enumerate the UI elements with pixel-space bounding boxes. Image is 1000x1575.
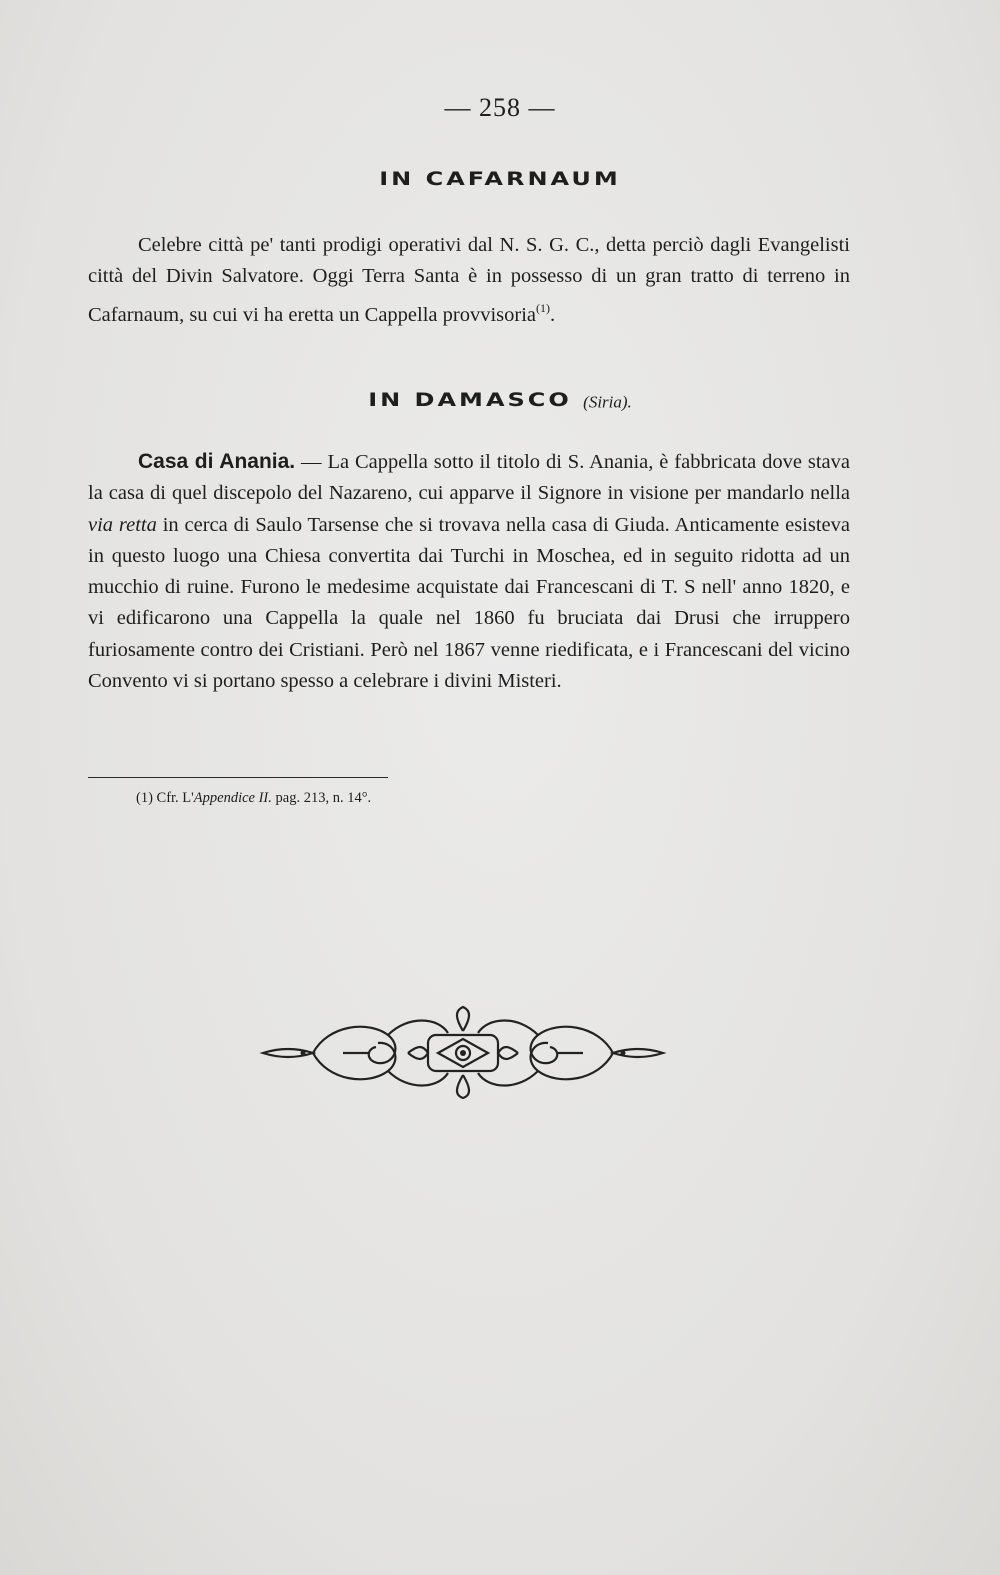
section-heading-cafarnaum: IN CAFARNAUM <box>379 168 621 190</box>
page-number: — 258 — <box>444 93 556 122</box>
ornament-flourish-icon <box>258 1005 668 1100</box>
paragraph-cafarnaum <box>88 230 850 331</box>
paragraph-end-punct: . <box>550 303 556 326</box>
paragraph-cafarnaum-text: Celebre città pe' tanti prodigi operativi dal N. S. G. C., detta perciò dagli Evangelisti città del Divin Salvatore. Oggi Terra Santa è in possesso di un gran tratto di terreno in Cafarnaum, su cui vi ha eretta un Cappella provvisoria <box>88 234 850 326</box>
paragraph-damasco-text-a: — La Cappella sotto il titolo di S. Anania, è fabbricata dove stava la casa di quel discepolo del Nazareno, cui apparve il Signore in visione per mandarlo nella <box>88 451 850 505</box>
section-heading-damasco <box>0 389 1000 411</box>
footnote-marker-text: (1) Cfr. L' <box>136 790 194 806</box>
paragraph-damasco-text-b: in cerca di Saulo Tarsense che si trovava nella casa di Giuda. Anticamente esisteva in questo luogo una Chiesa convertita dai Turchi in Moschea, ed in seguito ridotta ad un mucchio di ruine. Furono le medesime acquistate dai Francescani di T. S nell' anno 1820, e vi edificarono una Cappella la quale nel 1860 fu bruciata dai Drusi che irruppero furiosamente contro dei Cristiani. Però nel 1867 venne riedificata, e i Francescani del vicino Convento vi si portano spesso a celebrare i divini Misteri. <box>88 513 850 693</box>
section-heading-damasco-subtitle: (Siria). <box>583 392 632 412</box>
footnote-rest: pag. 213, n. 14°. <box>271 790 372 806</box>
footnote-marker[interactable]: (1) <box>536 300 551 315</box>
footnote <box>136 790 371 807</box>
paragraph-damasco <box>88 446 850 697</box>
section-heading-damasco-title: IN DAMASCO <box>368 389 572 411</box>
footnote-rule <box>88 777 388 778</box>
paragraph-damasco-italic: via retta <box>88 513 157 536</box>
footnote-italic: Appendice II. <box>193 790 272 806</box>
lead-heading-casa-di-anania: Casa di Anania. <box>138 450 296 473</box>
